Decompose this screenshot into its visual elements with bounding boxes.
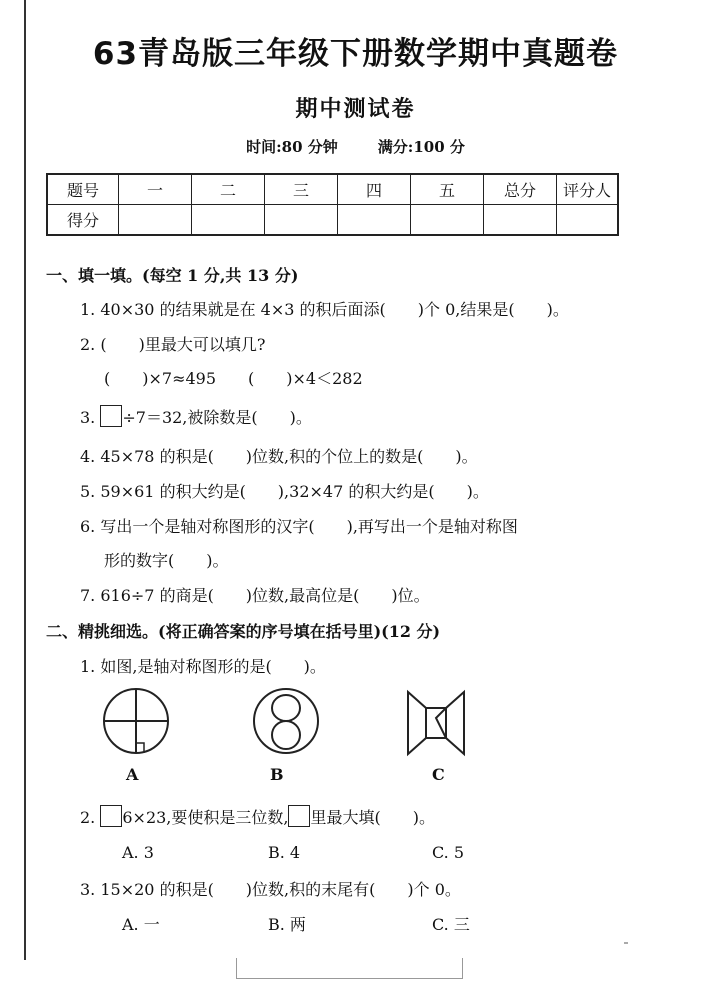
- table-cell: 二: [192, 174, 265, 205]
- question-number: 2.: [80, 808, 96, 827]
- table-cell: 四: [338, 174, 411, 205]
- score-input-cell[interactable]: [411, 205, 484, 236]
- blank-box: [100, 805, 122, 827]
- question-1-6-cont: 形的数字( )。: [104, 551, 229, 570]
- score-input-cell[interactable]: [484, 205, 557, 236]
- figure-c-bowtie-shape: [404, 688, 468, 758]
- question-1-5: 5. 59×61 的积大约是( ),32×47 的积大约是( )。: [80, 482, 489, 501]
- time-label: 时间:80 分钟: [246, 138, 338, 156]
- figure-b-circle-two-ovals: [250, 685, 322, 757]
- question-text: ÷7＝32,被除数是( )。: [122, 408, 312, 427]
- scan-mark: [624, 942, 628, 944]
- question-1-7: 7. 616÷7 的商是( )位数,最高位是( )位。: [80, 586, 430, 605]
- score-table: [46, 173, 619, 236]
- full-score-label: 满分:100 分: [377, 138, 465, 156]
- option-b: B. 两: [268, 915, 306, 934]
- option-c: C. 5: [432, 843, 465, 862]
- score-input-cell[interactable]: [192, 205, 265, 236]
- table-cell: 五: [411, 174, 484, 205]
- table-cell: 得分: [47, 205, 119, 236]
- option-c: C. 三: [432, 915, 470, 934]
- question-1-4: 4. 45×78 的积是( )位数,积的个位上的数是( )。: [80, 447, 478, 466]
- table-cell: 题号: [47, 174, 119, 205]
- question-1-1: 1. 40×30 的结果就是在 4×3 的积后面添( )个 0,结果是( )。: [80, 300, 569, 319]
- blank-box: [100, 405, 122, 427]
- question-text: 6×23,要使积是三位数,: [122, 808, 289, 827]
- question-2-1: 1. 如图,是轴对称图形的是( )。: [80, 657, 326, 676]
- exam-subtitle: 期中测试卷: [295, 96, 416, 122]
- score-input-cell[interactable]: [338, 205, 411, 236]
- table-cell: 评分人: [557, 174, 619, 205]
- question-2-3: 3. 15×20 的积是( )位数,积的末尾有( )个 0。: [80, 880, 461, 899]
- question-number: 3.: [80, 408, 96, 427]
- page-title: 63青岛版三年级下册数学期中真题卷: [92, 36, 619, 72]
- score-input-cell[interactable]: [265, 205, 338, 236]
- figure-label-c: C: [432, 765, 445, 784]
- option-a: A. 3: [122, 843, 154, 862]
- figure-label-b: B: [270, 765, 284, 784]
- question-2-2: [80, 805, 435, 828]
- question-1-2: 2. ( )里最大可以填几?: [80, 335, 266, 354]
- table-cell: 总分: [484, 174, 557, 205]
- blank-box: [288, 805, 310, 827]
- question-text: 里最大填( )。: [310, 808, 435, 827]
- score-table-score-row: [47, 205, 618, 236]
- next-page-fragment: [236, 958, 463, 979]
- table-cell: 三: [265, 174, 338, 205]
- score-input-cell[interactable]: [557, 205, 619, 236]
- figure-a-circle-quartered: [100, 685, 172, 757]
- question-1-2-items: ( )×7≈495 ( )×4＜282: [104, 369, 363, 388]
- score-input-cell[interactable]: [119, 205, 192, 236]
- question-1-6: 6. 写出一个是轴对称图形的汉字( ),再写出一个是轴对称图: [80, 517, 518, 536]
- option-b: B. 4: [268, 843, 301, 862]
- score-table-header-row: [47, 174, 618, 205]
- section1-heading: 一、填一填。(每空 1 分,共 13 分): [46, 266, 299, 285]
- section2-heading: 二、精挑细选。(将正确答案的序号填在括号里)(12 分): [46, 622, 441, 641]
- figure-label-a: A: [126, 765, 139, 784]
- option-a: A. 一: [122, 915, 160, 934]
- question-1-3: [80, 405, 312, 428]
- exam-meta: [0, 136, 711, 157]
- table-cell: 一: [119, 174, 192, 205]
